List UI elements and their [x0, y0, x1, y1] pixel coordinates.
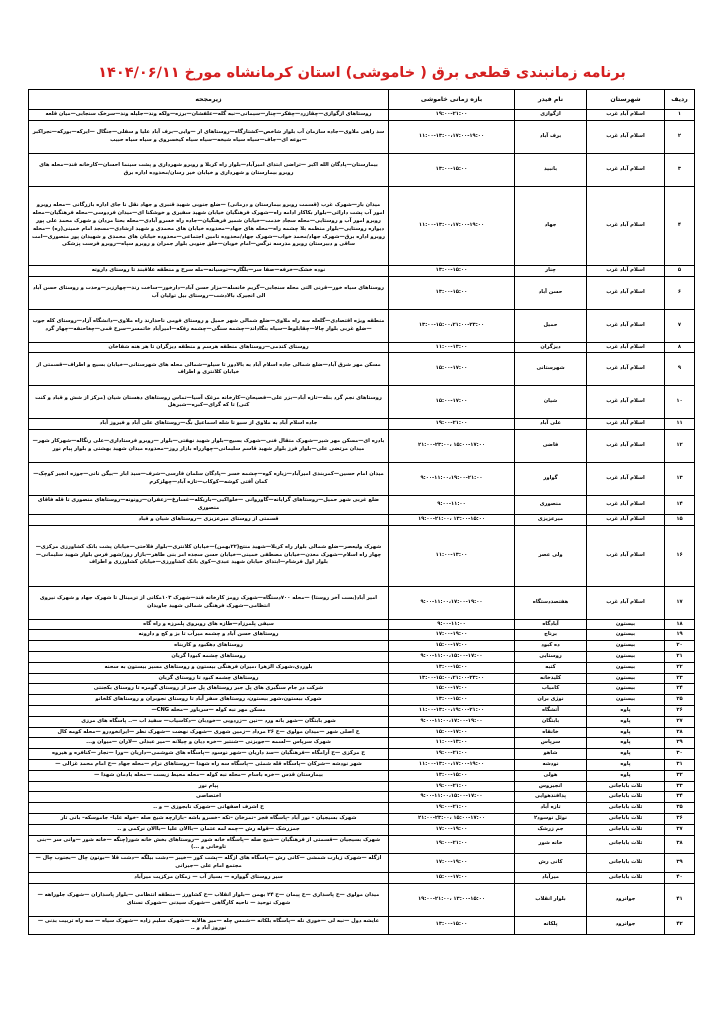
cell-subareas: عایشه دول —نبه لی —خوری نله —پاسگاه بلکانه —شمس چله —میر هالایه —شهرک سلیم زاده —شهرک سیاه — سه راه تربیت بدنی —نوروز آباد و .. — [29, 916, 389, 935]
cell-city: پاوه — [587, 716, 665, 727]
cell-feeder: آتشگاه — [515, 705, 587, 716]
cell-time: ۱۵:۰۰-۱۷:۰۰ ،۲۱:۰۰-۲۳:۰۰ — [389, 813, 515, 824]
table-row — [29, 386, 695, 419]
cell-subareas: شهر بابتگان —شهر بانه ورد —نین —زردویی —خودبان —دکاسیاب— سفید اب —.. پاسگاه های مرزی — [29, 716, 389, 727]
cell-time: ۹:۰۰-۱۱:۰۰،۱۹:۰۰-۲۱:۰۰ — [389, 463, 515, 496]
cell-city: اسلام آباد غرب — [587, 110, 665, 121]
cell-time: ۱۹:۰۰-۲۱:۰۰ — [389, 749, 515, 760]
cell-subareas: مسکن مهر شرق آباد—ضلع شمالی جاده اسلام آباد به بالادور تا سیلو—شمالی محله های شهرستانی—خیابان بسیج و اطراف—قسمتی از خیابان کلانتری و اطراف — [29, 353, 389, 386]
cell-city: پاوه — [587, 705, 665, 716]
cell-time: ۱۱:۰۰-۱۳:۰۰ — [389, 738, 515, 749]
cell-radif: ۲۸ — [665, 727, 695, 738]
cell-time: ۹:۰۰-۱۱:۰۰،۱۵:۰۰-۱۷:۰۰ — [389, 792, 515, 803]
table-row — [29, 662, 695, 673]
table-header-row — [29, 90, 695, 110]
table-row — [29, 265, 695, 276]
cell-radif: ۳۸ — [665, 835, 695, 854]
cell-radif: ۳۳ — [665, 781, 695, 792]
cell-feeder: حمیل — [515, 309, 587, 342]
table-row — [29, 525, 695, 586]
cell-subareas: سیر روستای گوواره — بسیاز آب — زمکان مرکزیت میرآباد — [29, 872, 389, 883]
cell-subareas: روستاهای ازگوازی—چقازرد—چفکر—چنار—سیمانی—نبه گله—علفشان—برزه—ولکه وند—جلیله وند—سرخک سنجابی—میان قلعه — [29, 110, 389, 121]
table-row — [29, 738, 695, 749]
table-row — [29, 770, 695, 781]
cell-time: ۱۳:۰۰-۱۵:۰۰ — [389, 153, 515, 186]
cell-subareas: روستای کندمی—روستاهای منطقه هرسم و منطقه دیزگران تا هر هنه شفاخان — [29, 342, 389, 353]
cell-time: ۱۵:۰۰-۱۷:۰۰ — [389, 641, 515, 652]
cell-city: اسلام آباد غرب — [587, 342, 665, 353]
cell-radif: ۲۰ — [665, 641, 695, 652]
cell-feeder: شهرستانی — [515, 353, 587, 386]
cell-feeder: نودشه — [515, 759, 587, 770]
cell-time: ۱۵:۰۰-۱۷:۰۰ — [389, 872, 515, 883]
cell-city: بیستون — [587, 641, 665, 652]
cell-city: بیستون — [587, 662, 665, 673]
cell-time: ۱۵:۰۰-۱۷:۰۰ — [389, 727, 515, 738]
cell-subareas: اختصاصی — [29, 792, 389, 803]
cell-time: ۱۵:۰۰-۱۷:۰۰ — [389, 386, 515, 419]
cell-subareas: مسکن مهر نبه کوله —سرباور —محله CNG— — [29, 705, 389, 716]
cell-subareas: قسمتی از روستای میرعزیزی —روستاهای شیان و قباد — [29, 514, 389, 525]
cell-radif: ۲۲ — [665, 662, 695, 673]
table-row — [29, 883, 695, 916]
cell-radif: ۳۰ — [665, 749, 695, 760]
cell-city: ثلاث باباجانی — [587, 803, 665, 814]
cell-radif: ۳۷ — [665, 824, 695, 835]
table-row — [29, 419, 695, 430]
cell-subareas: شهرک سرپاس —لسمه —جوبزنی —شنتبر —خره دیان و چیلانه —میر عبدلی —لاران —میوان و... — [29, 738, 389, 749]
cell-feeder: خانه شور — [515, 835, 587, 854]
cell-subareas: جمزرشک —قوله رش —چمه لمه عثمان —باالان علیا —باالان نرکمی و .. — [29, 824, 389, 835]
table-body — [29, 110, 695, 935]
cell-feeder: بابتگان — [515, 716, 587, 727]
cell-feeder: پلکانه — [515, 916, 587, 935]
cell-time: ۱۳:۰۰-۱۵:۰۰ — [389, 695, 515, 706]
cell-subareas: بلوردی،شهرک الزهرا ،میران فرهنگی بیستون و روستاهای مسیر بیستون به سحنه — [29, 662, 389, 673]
table-row — [29, 673, 695, 684]
cell-time: ۱۵:۰۰-۱۷:۰۰ ،۲۱:۰۰-۲۳:۰۰ — [389, 430, 515, 463]
cell-radif: ۳۹ — [665, 854, 695, 873]
cell-feeder: بلوار انقلاب — [515, 883, 587, 916]
cell-city: اسلام آباد غرب — [587, 309, 665, 342]
cell-feeder: روستایی — [515, 651, 587, 662]
cell-feeder: منصوری — [515, 496, 587, 515]
cell-radif: ۵ — [665, 265, 695, 276]
table-row — [29, 110, 695, 121]
cell-radif: ۳۲ — [665, 770, 695, 781]
cell-radif: ۱۶ — [665, 525, 695, 586]
cell-subareas: ازگله —شهرک زیارت شمشی —کانی رش —پاسگاه های ازگله —پشت کور —خیبر —دشت بیلگه —دشت قلا —بوتون چال —بجنوب چال —مجتمع امام علی —جیرانی — [29, 854, 389, 873]
cell-subareas: خ اشرف اصفهانی —شهرک نابجوزی — و .. — [29, 803, 389, 814]
table-row — [29, 430, 695, 463]
cell-subareas: سیفی پلمرزاد—طازه های روبروی پلمرزه و راه گاه — [29, 619, 389, 630]
column-header-radif: ردیف — [665, 90, 695, 110]
cell-time: ۱۷:۰۰-۱۹:۰۰ — [389, 630, 515, 641]
cell-radif: ۲۹ — [665, 738, 695, 749]
title-container — [0, 0, 724, 89]
cell-subareas: خ اصلی شهر —میدان مولوی —خ ۲۶ مرداد —زمین شهری —شهرک نهضت —شهرک نظر —ایرانخودرو —محله کومه کال — [29, 727, 389, 738]
cell-city: اسلام آباد غرب — [587, 276, 665, 309]
cell-radif: ۳۱ — [665, 759, 695, 770]
cell-feeder: جهاد — [515, 186, 587, 265]
cell-radif: ۴۲ — [665, 916, 695, 935]
cell-radif: ۱۹ — [665, 630, 695, 641]
table-row — [29, 781, 695, 792]
cell-feeder: بانبید — [515, 153, 587, 186]
cell-time: ۱۷:۰۰-۱۹:۰۰ — [389, 854, 515, 873]
cell-city: بیستون — [587, 651, 665, 662]
table-row — [29, 276, 695, 309]
cell-city: بیستون — [587, 619, 665, 630]
cell-feeder: ده کبود — [515, 641, 587, 652]
cell-radif: ۳۶ — [665, 813, 695, 824]
cell-city: ثلاث باباجانی — [587, 872, 665, 883]
cell-city: اسلام آباد غرب — [587, 265, 665, 276]
cell-radif: ۳۵ — [665, 803, 695, 814]
table-row — [29, 630, 695, 641]
cell-feeder: آبادگاه — [515, 619, 587, 630]
cell-radif: ۱۲ — [665, 430, 695, 463]
cell-subareas: شهر نودشه —شرکان —پاسگاه قله شمئی —پاسگاه سه راه شهدا —روستاهای نرام —محله جهاد —خ امام محمد غزالی — — [29, 759, 389, 770]
cell-radif: ۲۶ — [665, 705, 695, 716]
cell-feeder: نوژی بران — [515, 695, 587, 706]
cell-feeder: انجیروس — [515, 781, 587, 792]
cell-subareas: میدان امام حسین—کمربندی امیرآباد—زیاره کوه—چشمه خسر —پادگان سلمان فارسی—شرف—سید ابار —بیگن نانی—جوزه انجیر کوچک—کمان آفتی کوشه—کوکاب—تازه آباد—چهلزکرم — [29, 463, 389, 496]
table-row — [29, 813, 695, 824]
cell-feeder: برف آباد — [515, 120, 587, 153]
cell-feeder: گواور — [515, 463, 587, 496]
cell-time: ۱۱:۰۰-۱۳:۰۰،۱۹:۰۰-۲۱:۰۰ — [389, 705, 515, 716]
table-row — [29, 749, 695, 760]
table-row — [29, 695, 695, 706]
cell-radif: ۲۵ — [665, 695, 695, 706]
column-header-feeder: نام فیدر — [515, 90, 587, 110]
cell-time: ۱۵:۰۰-۱۷:۰۰ — [389, 684, 515, 695]
cell-feeder: ازگوازی — [515, 110, 587, 121]
cell-radif: ۸ — [665, 342, 695, 353]
cell-city: بیستون — [587, 695, 665, 706]
cell-time: ۱۳:۰۰-۱۵:۰۰ — [389, 770, 515, 781]
cell-feeder: فاضی — [515, 430, 587, 463]
table-row — [29, 716, 695, 727]
table-row — [29, 153, 695, 186]
cell-time: ۱۱:۰۰-۱۳:۰۰ — [389, 525, 515, 586]
table-row — [29, 309, 695, 342]
table-row — [29, 803, 695, 814]
cell-feeder: کانی رش — [515, 854, 587, 873]
cell-city: پاوه — [587, 759, 665, 770]
cell-radif: ۱۱ — [665, 419, 695, 430]
table-row — [29, 916, 695, 935]
cell-feeder: برناج — [515, 630, 587, 641]
cell-city: پاوه — [587, 770, 665, 781]
cell-city: اسلام آباد غرب — [587, 153, 665, 186]
cell-city: اسلام آباد غرب — [587, 496, 665, 515]
cell-city: اسلام آباد غرب — [587, 386, 665, 419]
column-header-city: شهرستان — [587, 90, 665, 110]
cell-subareas: شهرک بیستون،شهر بیستون، روستاهای سفر آباد تا روستای نجوبران و روستاهای کلخانو — [29, 695, 389, 706]
cell-time: ۱۹:۰۰-۲۱:۰۰ — [389, 419, 515, 430]
cell-time: ۱۹:۰۰-۲۱:۰۰ — [389, 110, 515, 121]
table-row — [29, 872, 695, 883]
cell-time: ۱۵:۰۰-۱۷:۰۰ — [389, 353, 515, 386]
cell-radif: ۴۰ — [665, 872, 695, 883]
table-row — [29, 619, 695, 630]
cell-time: ۱۹:۰۰-۲۱:۰۰ — [389, 835, 515, 854]
cell-radif: ۱۴ — [665, 496, 695, 515]
cell-time: ۹:۰۰-۱۱:۰۰،۱۷:۰۰-۱۹:۰۰ — [389, 716, 515, 727]
cell-city: پاوه — [587, 749, 665, 760]
table-row — [29, 854, 695, 873]
cell-city: اسلام آباد غرب — [587, 525, 665, 586]
table-container — [0, 89, 724, 935]
cell-city: پاوه — [587, 727, 665, 738]
cell-feeder: کامیاب — [515, 684, 587, 695]
cell-subareas: بادره ای—مسکن مهر شیر—شهرک متقال فنی—شهرک بسیج—بلوار شهید نهفتی—بلوار —روبرو فرستاداری—علی رنگاله—شهرکار شهر—میدان مرتضی علی—بلوار فرز بلوار شهید قاسم سلیمانی—چهارراه بازار روز—محدوده میدان شهید بهشتی و بلوار پیام نور — [29, 430, 389, 463]
cell-city: بیستون — [587, 630, 665, 641]
cell-radif: ۱۳ — [665, 463, 695, 496]
table-row — [29, 824, 695, 835]
cell-subareas: نوده خشک—خرفه—صفا سر—بلگاره—توسیانه—مله سرخ و منطقه علاقبند تا روستای داروته — [29, 265, 389, 276]
cell-radif: ۳ — [665, 153, 695, 186]
column-header-subareas: زیرمجحه — [29, 90, 389, 110]
cell-city: جوانرود — [587, 916, 665, 935]
cell-time: ۱۱:۰۰-۱۳:۰۰ — [389, 342, 515, 353]
cell-city: ثلاث باباجانی — [587, 813, 665, 824]
cell-radif: ۱ — [665, 110, 695, 121]
cell-time: ۱۹:۰۰-۲۱:۰۰ — [389, 781, 515, 792]
table-row — [29, 835, 695, 854]
cell-subareas: شرکت در جام سنگبری های پل جبر روستاهای پل جبر از روستای گومره تا روستای بکجنتی — [29, 684, 389, 695]
cell-subareas: ضلع غربی شهر حمیل—روستاهای گرایانه—گاوروانی —خلواکیی—باریکله—غسارغ—زعفران—رونونه—روستاهای منصوری تا قله فاقای منصوری — [29, 496, 389, 515]
cell-subareas: روستاهای سیاه خور—قرنی التی محله سنجابی—گریم خانسله—مزار حسن آباد—دارخور—ساخت رند—چهارزبر—وحدت و روستای حسن آباد الی انجیرک بالادشت—روستای بیل تولیان آب — [29, 276, 389, 309]
cell-radif: ۲۳ — [665, 673, 695, 684]
cell-subareas: روستاهای نجم گرد بنله—تازه آباد—بزر علی—فصیحان—کارخانه مرغک آسیا—تماس روستاهای دهستان شیان (مرکز از شش و قباد و کنت کنی) تا که گرای—کبره—شبرهل — [29, 386, 389, 419]
table-row — [29, 727, 695, 738]
cell-feeder: پدافندهوایی — [515, 792, 587, 803]
table-header — [29, 90, 695, 110]
table-row — [29, 759, 695, 770]
cell-feeder: میرآباد — [515, 872, 587, 883]
cell-city: پاوه — [587, 738, 665, 749]
cell-time: ۱۳:۰۰-۱۵:۰۰،۲۱:۰۰-۲۳:۰۰ — [389, 673, 515, 684]
cell-feeder: شاهو — [515, 749, 587, 760]
cell-city: ثلاث باباجانی — [587, 835, 665, 854]
cell-subareas: میدان مولوی —خ پاسداری —خ پیمان —خ ۲۴ بهمن —بلوار انقلاب —خ کشاورز —منطقه انتظامی —بلوار پاسداران —شهرک جلوراهه —شهرک توحید — ناحیه کارگاهی —شهرک سیدنی —شهرک نستای — [29, 883, 389, 916]
cell-radif: ۲۱ — [665, 651, 695, 662]
cell-feeder: حسن آباد — [515, 276, 587, 309]
cell-subareas: میدان بار—شهرک غرب (قسمت روبرو بیمارستان و درمانی) —ضلع جنوبی شهید قنبری و جهاد نقل نا جای اداره بازرگانی —محله روبرو امور آب پشت دارائی—بلوار بکاکار ادامه راه—شهرک فرهنگیان خیابان شهید سفیری و خوشکنا ای—میدان فردوسی—محله فرهنگیان—محله روبرو امور آب و روستایی—محله سجاد خدمت—خیابان شمیر فرهنگیان—جاده راه خسرو آبادی—محله بحنا مردان و شهرک محمد علی پور دیواره روستایی—بلوار منظمه بلا چشمه راه—محله های جهاد—محدوده خیابان های محمدی و شهید ارشادی—مسجد امام خمینی(ره) —محله روبرو اداره برق—شهرک جهاد/محمد خواب—شهرک جهاد/محدوده تامین اجتماعی—محدوده خیابان های محمدی و شهیدان پور منصوری—امت ساقی و دبیرستان روبرو مدرسه نرگس—امام خوبان—خلق جنوبی بلوار جمران و روبرو سپاه—روبرو فرست پزشکی — [29, 186, 389, 265]
table-row — [29, 651, 695, 662]
cell-city: ثلاث باباجانی — [587, 824, 665, 835]
cell-feeder: هفتصددستگاه — [515, 586, 587, 619]
cell-feeder: سرپاس — [515, 738, 587, 749]
cell-city: اسلام آباد غرب — [587, 186, 665, 265]
cell-subareas: جاده اسلام آباد به ملاوی از سبو تا شله اسماعیل بگ—روستاهای علی آباد و فیروز آباد — [29, 419, 389, 430]
cell-radif: ۳۴ — [665, 792, 695, 803]
cell-radif: ۱۷ — [665, 586, 695, 619]
cell-feeder: ولی عصر — [515, 525, 587, 586]
cell-feeder: شیان — [515, 386, 587, 419]
cell-subareas: منطقه ویژه اقتصادی—گلعله سه راه ملاوی—ضلع شمالی شهر حمیل و روستای فومی ناحدارند راه ملاوی—دانشگاه آزاد—روستای کله جوب—ضلع غربی بلوار چالا—چقابلوط—سیاه بنگاداند—چشمه سنگی—چشمه رفکه—امیرآباد خاتمسر—سرخ قمی—چغاحنفه—چهار گرد — [29, 309, 389, 342]
page-title: برنامه زمانبندی قطعی برق ( خاموشی) استان کرمانشاه مورخ ۱۴۰۴/۰۶/۱۱ — [98, 65, 626, 81]
cell-city: اسلام آباد غرب — [587, 430, 665, 463]
cell-time: ۱۳:۰۰-۱۵:۰۰ — [389, 265, 515, 276]
cell-feeder: چنار — [515, 265, 587, 276]
table-row — [29, 342, 695, 353]
table-row — [29, 463, 695, 496]
cell-city: ثلاث باباجانی — [587, 854, 665, 873]
cell-city: اسلام آباد غرب — [587, 463, 665, 496]
cell-time: ۱۳:۰۰-۱۵:۰۰ — [389, 662, 515, 673]
cell-subareas: روستاهای دهکبود و کاربناه — [29, 641, 389, 652]
cell-time: ۹:۰۰-۱۱:۰۰ — [389, 619, 515, 630]
cell-subareas: بیمارستان—پادگان الله اکبر —تراضی ابتدای امیرآباد—بلوار راه کربلا و روبرو شهرداری و پشت سینما احسان—کارخانه قند—محله های روبرو بیمارستان و شهرداری و خیابان خیر رسان/محدوده اداره برق — [29, 153, 389, 186]
cell-city: بیستون — [587, 673, 665, 684]
table-row — [29, 120, 695, 153]
cell-feeder: تازه آباد — [515, 803, 587, 814]
cell-feeder: میرعزیزی — [515, 514, 587, 525]
cell-time: ۱۱:۰۰-۱۳:۰۰،۱۷:۰۰-۱۹:۰۰ — [389, 759, 515, 770]
cell-time: ۱۱:۰۰-۱۳:۰۰،۱۷:۰۰-۱۹:۰۰ — [389, 186, 515, 265]
cell-city: ثلاث باباجانی — [587, 781, 665, 792]
table-row — [29, 641, 695, 652]
cell-subareas: شهرک بسیجیان – نور آباد –پاسگاه فجر –نمرخان –تکه –خسرو باشه –بازارچه شیخ صله –خوله علیا– جاموسکه– بانی تار — [29, 813, 389, 824]
cell-time: ۹:۰۰-۱۱:۰۰،۱۷:۰۰-۱۹:۰۰ — [389, 586, 515, 619]
cell-time: ۹:۰۰-۱۱:۰۰،۱۵:۰۰-۱۷:۰۰ — [389, 651, 515, 662]
cell-radif: ۴ — [665, 186, 695, 265]
cell-time: ۹:۰۰-۱۱:۰۰ — [389, 496, 515, 515]
cell-feeder: علی آباد — [515, 419, 587, 430]
cell-subareas: شهرک ولیعصر—ضلع شمالی بلوار راه کربلا—شهید منتج(۲۲بهمن)—خیابان کلانتری—بلوار فلاحتی—خیابان پشت بانک کشاورزی مرکزی—چهار راه اسلام—شهرک معدن—خیابان مصطفی خمینی—خیابان حسن سجده امر بنی طاهر—بازار روز/شهر فرس بلوار شهید سلیمانی—بلوار اول فرشام—ابتدای خیابان شهید عبدی—کوی بانک کشاورزی—خیابان کشاورزی و اطراف — [29, 525, 389, 586]
cell-subareas: پیام نور — [29, 781, 389, 792]
cell-city: بیستون — [587, 684, 665, 695]
table-row — [29, 792, 695, 803]
column-header-time: بازه زمانی خاموشی — [389, 90, 515, 110]
cell-radif: ۹ — [665, 353, 695, 386]
cell-radif: ۷ — [665, 309, 695, 342]
cell-radif: ۴۱ — [665, 883, 695, 916]
cell-radif: ۱۰ — [665, 386, 695, 419]
cell-city: اسلام آباد غرب — [587, 353, 665, 386]
table-row — [29, 186, 695, 265]
cell-city: اسلام آباد غرب — [587, 419, 665, 430]
cell-subareas: خ مرکزی —خ آرامگاه —فرهنگیان —سد داریان —شهر نوسود —پاسگاه های شوشمی—داریان —ورا —نجار —کنافره و هیروه — [29, 749, 389, 760]
cell-subareas: شهرک بسیجیان —قسمتی از فرهنگیان —شیخ صله —پاسگاه خانه شور —روستاهای بخش خانه شور(چنگه —خانه شور —وانی سر —بنی تاوخانی و ...) — [29, 835, 389, 854]
cell-time: ۱۳:۰۰-۱۵:۰۰،۲۱:۰۰-۲۳:۰۰ — [389, 309, 515, 342]
table-row — [29, 684, 695, 695]
cell-feeder: خانقاه — [515, 727, 587, 738]
cell-subareas: روستاهای چشمه کبودا گربان — [29, 651, 389, 662]
cell-subareas: روستاهای حسن آباد و چشمه میرآب تا بز و کج و دارونه — [29, 630, 389, 641]
cell-city: اسلام آباد غرب — [587, 120, 665, 153]
cell-time: ۱۱:۰۰-۱۳:۰۰،۱۷:۰۰-۱۹:۰۰ — [389, 120, 515, 153]
cell-feeder: جم زرشک — [515, 824, 587, 835]
cell-subareas: بیمارستان قدس —خره باسام —محله نبه کوله —محله محیط زیست —محله یادمان شهدا — — [29, 770, 389, 781]
table-row — [29, 705, 695, 716]
cell-feeder: هولی — [515, 770, 587, 781]
table-row — [29, 353, 695, 386]
cell-time: ۱۹:۰۰-۲۱:۰۰ — [389, 803, 515, 814]
cell-radif: ۲۴ — [665, 684, 695, 695]
cell-feeder: کلیدخانه — [515, 673, 587, 684]
table-row — [29, 586, 695, 619]
cell-subareas: روستاهای چشمه کبود تا روستای گربان — [29, 673, 389, 684]
outage-schedule-table — [28, 89, 695, 935]
cell-time: ۱۷:۰۰-۱۹:۰۰ — [389, 824, 515, 835]
cell-city: اسلام آباد غرب — [587, 586, 665, 619]
cell-time: ۱۳:۰۰-۱۵:۰۰ ،۱۹:۰۰-۲۱:۰۰ — [389, 883, 515, 916]
cell-radif: ۲ — [665, 120, 695, 153]
cell-time: ۱۳:۰۰-۱۵:۰۰ — [389, 276, 515, 309]
cell-time: ۱۳:۰۰-۱۵:۰۰ — [389, 916, 515, 935]
cell-feeder: کتبه — [515, 662, 587, 673]
cell-feeder: نوئل نوسود۲ — [515, 813, 587, 824]
table-row — [29, 496, 695, 515]
cell-radif: ۱۸ — [665, 619, 695, 630]
cell-radif: ۲۷ — [665, 716, 695, 727]
cell-subareas: امیر آباد(بست آخر روستا) —محله ۷۰۰دستگاه—شهرک رومز کارخانه قند—شهرک ۱۰۳مکانی از ترمینال تا شهرک جهاد و شهرک نیروی انتظامی—شهرک فرهنگی شمالی شهید جاویدان — [29, 586, 389, 619]
cell-subareas: سد راهی ملاوی—جاده سازمان آب بلوار شاخص—کشتارگاه—روستاهای ار —وایی—برف آباد علیا و سفلی—جنگال —ایرکه—بورکه—نجراکبر—بوعه ای—جاف—سیاه سیاه شیخه—سیاه سیاه کیخسروی و سیاه سیاه حبیب — [29, 120, 389, 153]
cell-city: جوانرود — [587, 883, 665, 916]
table-row — [29, 514, 695, 525]
cell-radif: ۱۵ — [665, 514, 695, 525]
cell-city: اسلام آباد غرب — [587, 514, 665, 525]
cell-time: ۱۳:۰۰-۱۵:۰۰ ،۱۹:۰۰-۲۱:۰۰ — [389, 514, 515, 525]
cell-radif: ۶ — [665, 276, 695, 309]
cell-feeder: دیزگران — [515, 342, 587, 353]
cell-city: ثلاث باباجانی — [587, 792, 665, 803]
